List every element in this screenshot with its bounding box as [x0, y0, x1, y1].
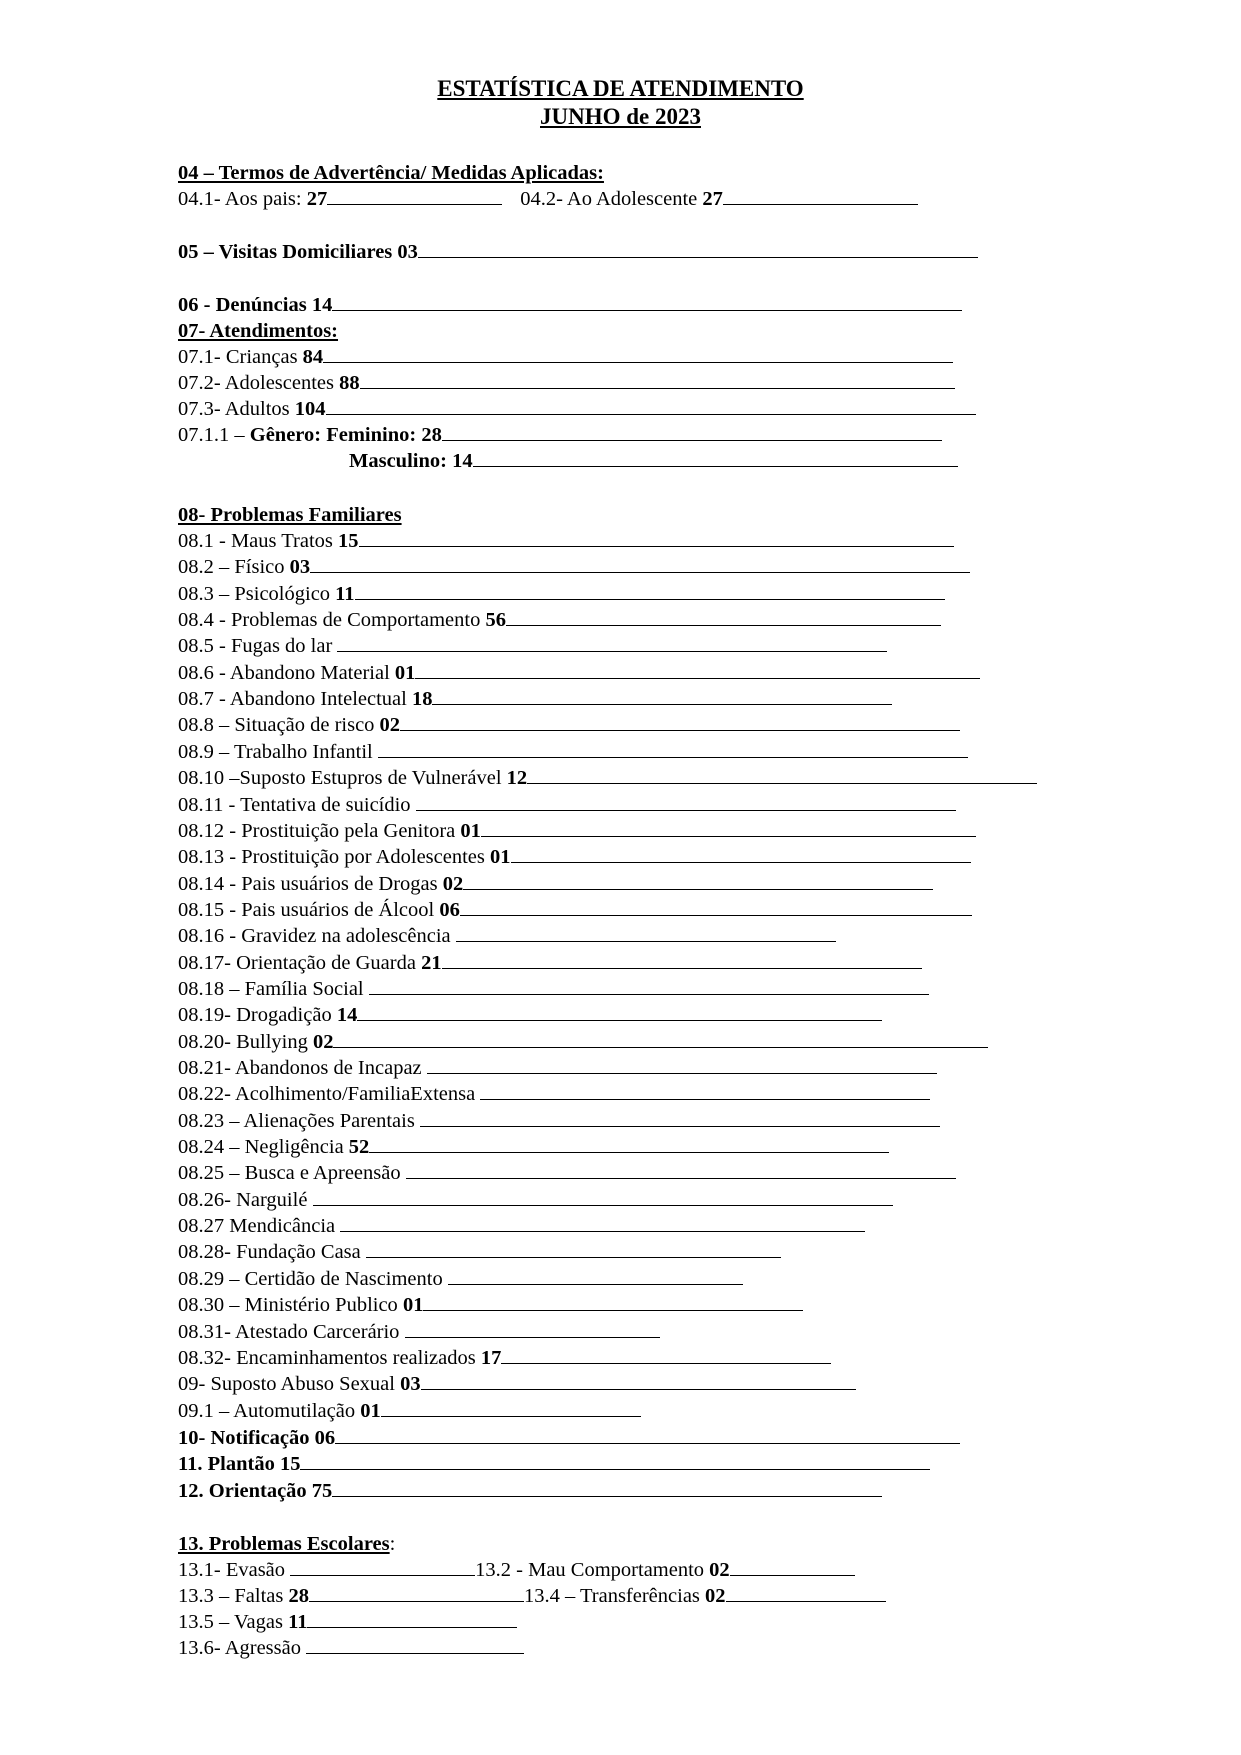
row-07-1-1 [178, 422, 942, 448]
fill-line [340, 1213, 865, 1232]
fill-line [332, 1478, 882, 1497]
fill-line [400, 712, 960, 731]
transferencias-label: 13.4 – Transferências [523, 1585, 706, 1607]
list-item [178, 660, 980, 686]
item-label: 08.6 - Abandono Material [178, 662, 395, 684]
list-item [178, 1371, 856, 1397]
fill-line [423, 1292, 803, 1311]
fill-line [381, 1398, 641, 1417]
item-label: 08.25 – Busca e Apreensão [178, 1162, 406, 1184]
agressao-label: 13.6- Agressão [178, 1637, 307, 1659]
fill-line [366, 1239, 781, 1258]
adolescentes-label: 07.2- Adolescentes [178, 372, 340, 394]
ao-adolescente-value: 27 [702, 188, 723, 210]
notificacao-label: 10- Notificação 06 [178, 1427, 336, 1449]
vagas-label: 13.5 – Vagas [178, 1611, 289, 1633]
list-item [178, 897, 972, 923]
list-item [178, 1292, 803, 1318]
list-item [178, 686, 892, 712]
fill-line [421, 1371, 856, 1390]
item-label: 08.9 – Trabalho Infantil [178, 741, 378, 763]
item-value: 02 [379, 714, 401, 736]
row-13-3 [178, 1583, 886, 1609]
item-value: 03 [289, 556, 311, 578]
item-label: 08.4 - Problemas de Comportamento [178, 609, 486, 631]
fill-line [360, 370, 955, 389]
list-item [178, 1266, 743, 1292]
section-13-colon: : [389, 1533, 396, 1555]
vagas-value: 11 [288, 1611, 308, 1633]
list-item [178, 1029, 988, 1055]
faltas-value: 28 [288, 1585, 309, 1607]
fill-line [310, 554, 970, 573]
list-item [178, 554, 970, 580]
list-item [178, 1398, 641, 1424]
item-label: 08.30 – Ministério Publico [178, 1294, 403, 1316]
list-item [178, 528, 954, 554]
item-label: 08.16 - Gravidez na adolescência [178, 925, 456, 947]
item-value: 01 [394, 662, 416, 684]
item-label: 08.2 – Físico [178, 556, 290, 578]
row-13-6 [178, 1635, 524, 1661]
section-04-heading: 04 – Termos de Advertência/ Medidas Aplicadas: [178, 162, 604, 184]
item-label: 08.27 Mendicância [178, 1215, 341, 1237]
genero-prefix: 07.1.1 – [178, 424, 250, 446]
fill-line [730, 1557, 855, 1576]
item-label: 08.15 - Pais usuários de Álcool [178, 899, 440, 921]
item-label: 09- Suposto Abuso Sexual [178, 1373, 401, 1395]
aos-pais-label: 04.1- Aos pais: [178, 188, 307, 210]
item-label: 08.11 - Tentativa de suicídio [178, 794, 416, 816]
fill-line [406, 1160, 956, 1179]
item-label: 08.12 - Prostituição pela Genitora [178, 820, 461, 842]
section-13-heading: 13. Problemas Escolares [178, 1533, 390, 1555]
list-item [178, 844, 971, 870]
item-value: 06 [439, 899, 460, 921]
item-value: 12 [506, 767, 528, 789]
row-04 [178, 186, 918, 212]
fill-line [442, 422, 942, 441]
fill-line [306, 1635, 524, 1654]
visitas-domiciliares-label: 05 – Visitas Domiciliares 03 [178, 241, 418, 263]
row-13-5 [178, 1609, 517, 1635]
item-label: 08.13 - Prostituição por Adolescentes [178, 846, 491, 868]
list-item [178, 1055, 937, 1081]
adultos-label: 07.3- Adultos [178, 398, 295, 420]
fill-line [323, 344, 953, 363]
item-value: 01 [402, 1294, 424, 1316]
list-item [178, 1187, 893, 1213]
list-item [178, 976, 929, 1002]
adolescentes-value: 88 [339, 372, 360, 394]
list-item [178, 950, 922, 976]
item-label: 08.10 –Suposto Estupros de Vulnerável [178, 767, 507, 789]
item-value: 52 [348, 1136, 370, 1158]
item-label: 08.19- Drogadição [178, 1004, 337, 1026]
fill-line [290, 1557, 475, 1576]
genero-feminino-label: Gênero: Feminino: 28 [249, 424, 442, 446]
fill-line [405, 1319, 660, 1338]
row-10 [178, 1425, 960, 1451]
fill-line [335, 1425, 960, 1444]
row-06 [178, 292, 962, 318]
criancas-value: 84 [302, 346, 324, 368]
list-item [178, 765, 1037, 791]
item-value: 01 [490, 846, 511, 868]
item-label: 08.17- Orientação de Guarda [178, 952, 422, 974]
fill-line [333, 1029, 988, 1048]
fill-line [359, 528, 954, 547]
fill-line [327, 186, 502, 205]
fill-line [511, 844, 971, 863]
fill-line [460, 897, 972, 916]
row-masculino [349, 448, 958, 474]
list-item [178, 1134, 889, 1160]
item-value: 14 [336, 1004, 358, 1026]
list-item [178, 792, 956, 818]
item-value: 02 [312, 1031, 334, 1053]
ao-adolescente-label: 04.2- Ao Adolescente [520, 188, 703, 210]
fill-line [432, 686, 892, 705]
fill-line [307, 1609, 517, 1628]
mau-comportamento-value: 02 [709, 1559, 730, 1581]
item-label: 08.5 - Fugas do lar [178, 635, 338, 657]
fill-line [448, 1266, 743, 1285]
list-item [178, 607, 941, 633]
list-item [178, 1239, 781, 1265]
denuncias-label: 06 - Denúncias 14 [178, 294, 333, 316]
row-05 [178, 239, 978, 265]
list-item [178, 1160, 956, 1186]
list-item [178, 712, 960, 738]
fill-line [326, 396, 976, 415]
fill-line [427, 1055, 937, 1074]
item-value: 56 [485, 609, 506, 631]
adultos-value: 104 [294, 398, 326, 420]
fill-line [506, 607, 941, 626]
fill-line [442, 950, 922, 969]
item-label: 08.7 - Abandono Intelectual [178, 688, 412, 710]
item-label: 08.18 – Família Social [178, 978, 369, 1000]
row-11 [178, 1451, 930, 1477]
section-13-heading-row [178, 1531, 395, 1557]
fill-line [369, 976, 929, 995]
list-item [178, 1108, 940, 1134]
item-label: 08.31- Atestado Carcerário [178, 1321, 405, 1343]
evasao-label: 13.1- Evasão [178, 1559, 291, 1581]
fill-line [481, 818, 976, 837]
plantao-label: 11. Plantão 15 [178, 1453, 301, 1475]
fill-line [415, 660, 980, 679]
row-07-3 [178, 396, 976, 422]
fill-line [378, 739, 968, 758]
fill-line [723, 186, 918, 205]
row-13-1 [178, 1557, 855, 1583]
section-08-heading: 08- Problemas Familiares [178, 504, 402, 526]
list-item [178, 581, 945, 607]
item-label: 08.23 – Alienações Parentais [178, 1110, 420, 1132]
fill-line [416, 792, 956, 811]
item-value: 03 [400, 1373, 421, 1395]
item-label: 08.14 - Pais usuários de Drogas [178, 873, 443, 895]
list-item [178, 739, 968, 765]
section-07-heading: 07- Atendimentos: [178, 320, 339, 342]
item-label: 08.26- Narguilé [178, 1189, 313, 1211]
list-item [178, 923, 836, 949]
item-value: 11 [335, 583, 355, 605]
list-item [178, 1345, 831, 1371]
fill-line [480, 1081, 930, 1100]
criancas-label: 07.1- Crianças [178, 346, 303, 368]
list-item [178, 1319, 660, 1345]
fill-line [369, 1134, 889, 1153]
fill-line [501, 1345, 831, 1364]
document-title: ESTATÍSTICA DE ATENDIMENTO [437, 76, 804, 101]
item-value: 01 [360, 1400, 381, 1422]
faltas-label: 13.3 – Faltas [178, 1585, 289, 1607]
item-label: 08.22- Acolhimento/FamiliaExtensa [178, 1083, 481, 1105]
fill-line [473, 448, 958, 467]
list-item [178, 1213, 865, 1239]
fill-line [420, 1108, 940, 1127]
item-value: 02 [442, 873, 464, 895]
fill-line [337, 633, 887, 652]
list-item [178, 818, 976, 844]
item-label: 08.8 – Situação de risco [178, 714, 380, 736]
item-value: 21 [421, 952, 442, 974]
list-item [178, 871, 933, 897]
row-07-2 [178, 370, 955, 396]
fill-line [527, 765, 1037, 784]
row-12 [178, 1478, 882, 1504]
item-label: 09.1 – Automutilação [178, 1400, 361, 1422]
item-label: 08.3 – Psicológico [178, 583, 336, 605]
fill-line [332, 292, 962, 311]
mau-comportamento-label: 13.2 - Mau Comportamento [475, 1559, 710, 1581]
list-item [178, 1002, 882, 1028]
fill-line [313, 1187, 893, 1206]
fill-line [357, 1002, 882, 1021]
list-item [178, 633, 887, 659]
item-label: 08.1 - Maus Tratos [178, 530, 339, 552]
item-label: 08.21- Abandonos de Incapaz [178, 1057, 427, 1079]
item-label: 08.20- Bullying [178, 1031, 313, 1053]
fill-line [300, 1451, 930, 1470]
item-value: 15 [338, 530, 359, 552]
aos-pais-value: 27 [306, 188, 328, 210]
item-label: 08.29 – Certidão de Nascimento [178, 1268, 448, 1290]
list-item [178, 1081, 930, 1107]
masculino-label: Masculino: 14 [349, 450, 473, 472]
fill-line [456, 923, 836, 942]
item-label: 08.32- Encaminhamentos realizados [178, 1347, 481, 1369]
item-value: 18 [411, 688, 433, 710]
transferencias-value: 02 [705, 1585, 726, 1607]
fill-line [355, 581, 945, 600]
item-label: 08.28- Fundação Casa [178, 1241, 366, 1263]
item-value: 01 [460, 820, 481, 842]
item-value: 17 [480, 1347, 502, 1369]
item-label: 08.24 – Negligência [178, 1136, 349, 1158]
row-07-1 [178, 344, 953, 370]
fill-line [418, 239, 978, 258]
fill-line [309, 1583, 524, 1602]
orientacao-label: 12. Orientação 75 [178, 1480, 333, 1502]
fill-line [726, 1583, 886, 1602]
document-subtitle: JUNHO de 2023 [540, 104, 701, 129]
fill-line [463, 871, 933, 890]
